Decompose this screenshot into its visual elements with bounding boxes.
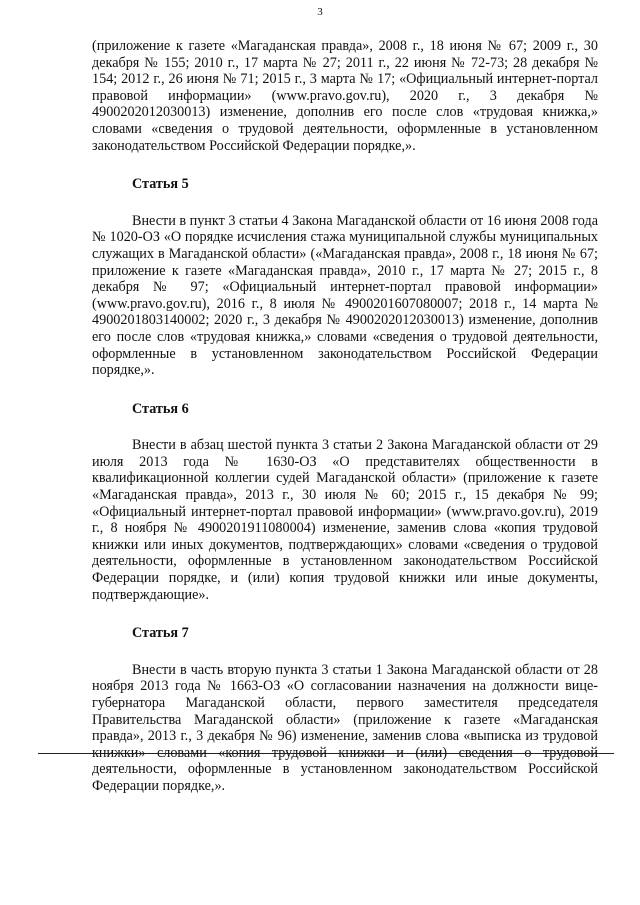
article-7-paragraph: Внести в часть вторую пункта 3 статьи 1 Закона Магаданской области от 28 ноября 2013 года № 1663-ОЗ «О согласовании назначения на должности вице-губернатора Магаданской области, первого заместителя председателя Правительства Магаданской области» (приложение к газете «Магаданская правда», 2013 г., 3 декабря № 96) изменение, заменив слова «выписка из трудовой книжки» словами «копия трудовой книжки и (или) сведения о трудовой деятельности, оформленные в установленном законодательством Российской Федерации порядке,».: [92, 661, 598, 794]
article-6-heading: Статья 6: [132, 400, 189, 417]
bottom-divider: [38, 753, 614, 754]
continuation-paragraph: (приложение к газете «Магаданская правда», 2008 г., 18 июня № 67; 2009 г., 30 декабря № 155; 2010 г., 17 марта № 27; 2011 г., 22 июня № 72-73; 28 декабря № 154; 2012 г., 26 июня № 71; 2015 г., 3 марта № 17; «Официальный интернет-портал правовой информации» (www.pravo.gov.ru), 2020 г., 3 декабря № 4900202012030013) изменение, дополнив его после слов «трудовая книжка,» словами «сведения о трудовой деятельности, оформленные в установленном законодательством Российской Федерации порядке,».: [92, 38, 598, 154]
page-number: 3: [317, 6, 323, 18]
article-5-paragraph: Внести в пункт 3 статьи 4 Закона Магаданской области от 16 июня 2008 года № 1020-ОЗ «О порядке исчисления стажа муниципальной службы муниципальных служащих в Магаданской области» («Магаданская правда», 2008 г., 18 июня № 67; приложение к газете «Магаданская правда», 2010 г., 17 марта № 27; 2015 г., 8 декабря № 97; «Официальный интернет-портал правовой информации» (www.pravo.gov.ru), 2016 г., 8 июля № 4900201607080007; 2018 г., 14 марта № 4900201803140002; 2020 г., 3 декабря № 4900202012030013) изменение, дополнив его после слов «трудовая книжка,» словами «сведения о трудовой деятельности, оформленные в установленном законодательством Российской Федерации порядке,».: [92, 212, 598, 379]
document-body: [92, 38, 598, 795]
article-6-paragraph: Внести в абзац шестой пункта 3 статьи 2 Закона Магаданской области от 29 июля 2013 года № 1630-ОЗ «О представителях общественности в квалификационной коллегии судей Магаданской области» (приложение к газете «Магаданская правда», 2013 г., 30 июля № 60; 2015 г., 15 декабря № 99; «Официальный интернет-портал правовой информации» (www.pravo.gov.ru), 2019 г., 8 ноября № 4900201911080004) изменение, заменив слова «копия трудовой книжки или иных документов, подтверждающих» словами «сведения о трудовой деятельности, оформленные в установленном законодательством Российской Федерации порядке, и (или) копия трудовой книжки или иные документы, подтверждающие».: [92, 437, 598, 603]
article-5-heading: Статья 5: [132, 176, 189, 193]
article-7-heading: Статья 7: [132, 625, 189, 642]
